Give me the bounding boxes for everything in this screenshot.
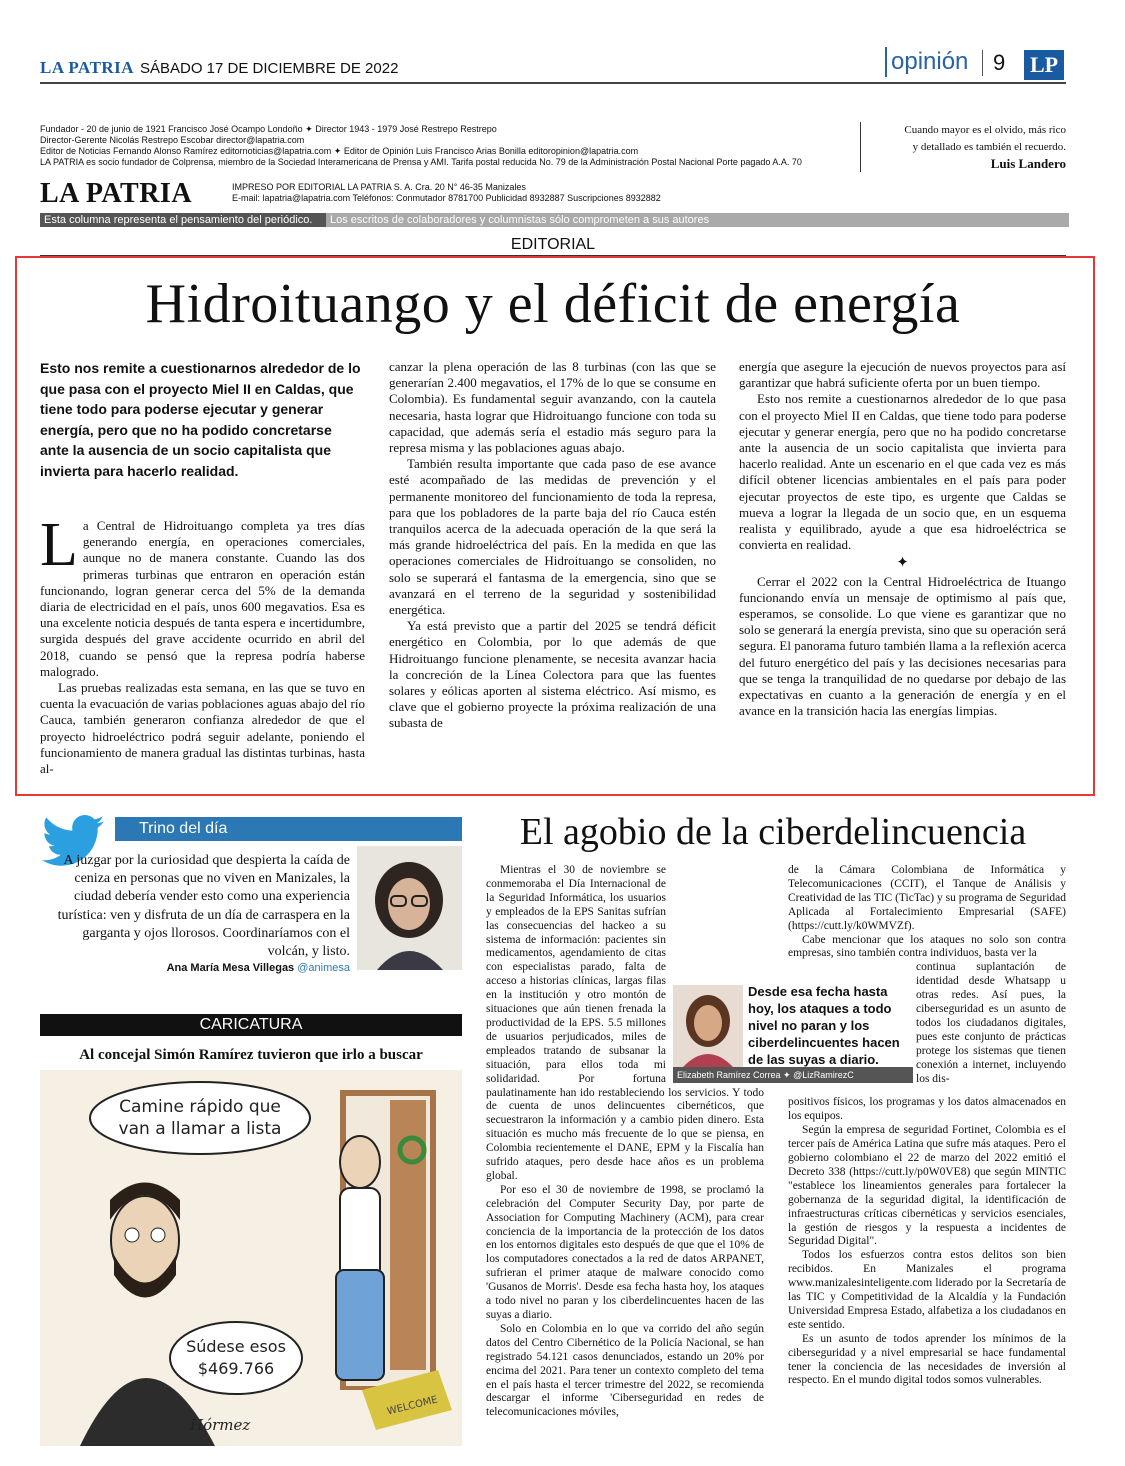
masthead-logo: LA PATRIA xyxy=(40,178,193,209)
bubble-1-line-2: van a llamar a lista xyxy=(118,1119,282,1139)
editorial-column-1 xyxy=(40,518,365,794)
bubble-1-line-1: Camine rápido que xyxy=(119,1097,281,1117)
lp-logo: LP xyxy=(1024,50,1064,80)
editorial-paragraph: a Central de Hidroituango completa ya tres días generando energía, en operaciones comerciales, aunque no de manera constante. Cuando las dos primeras turbinas que entraron en operación están funcionando, logran generar cerca del 5% de la demanda diaria de electricidad en el país, unos 600 megavatios. Esa es una excelente noticia después de tanta espera e incertidumbre, surgida después del grave accidente ocurrido en abril del 2018, cuando se pensó que la represa podría haberse malogrado. xyxy=(40,518,365,679)
editorial-paragraph: También resulta importante que cada paso de ese avance esté acompañado de las medidas de prevención y el permanente monitoreo del funcionamiento de toda la represa, para que los pobladores de la parte baja del río Cauca estén tranquilos acerca de la adecuada operación de la que será la más grande hidroeléctrica del país. En la medida en que las operaciones comerciales de Hidroituango se consoliden, no solo se superará el fantasma de la emergencia, sino que se avanzará en el terreno de la seguridad y sostenibilidad energética. xyxy=(389,456,716,618)
cartoonist-signature: Hórmez xyxy=(190,1416,251,1434)
editorial-paragraph: energía que asegure la ejecución de nuevos proyectos para así garantizar que habrá suficiente oferta por un buen tiempo. xyxy=(739,359,1066,391)
tweet-text: A juzgar por la curiosidad que despierta la caída de ceniza en personas que no viven en Manizales, la ciudad debería vender esto como una experiencia turística: ven y disfruta de un día de carraspera en la garganta y ojos llorosos. Coordinaríamos con el volcán, y listo. xyxy=(57,853,350,960)
separator-icon: ✦ xyxy=(896,555,909,572)
column-paragraph: Mientras el 30 de noviembre se conmemoraba el Día Internacional de la Seguridad Informática, los usuarios y empleados de la EPS Sanitas sufrían las consecuencias del hackeo a su sistema de información: pacientes sin medicamentos, agendamiento de citas con especialistas parado, falta de acceso a historias clínicas, largas filas en la institución y otro montón de situaciones que aún tienen frenada la productividad de la EPS. 5.5 millones de usuarios perjudicados, miles de empleados tratando de subsanar la situación, para ellos toda mi solidaridad. Por fortuna paulatinamente han ido restableciendo los servicios. Y todo de cuenta de unos delincuentes cibernéticos, que secuestraron la información y a cambio piden dinero. Esta situación es mucho más frecuente de lo que se piensa, en Colombia recientemente el DANE, EPM y la Fiscalía han sufrido ataques, pero desde hace años es un problema global. xyxy=(486,864,764,1182)
issue-date: SÁBADO 17 DE DICIEMBRE DE 2022 xyxy=(140,60,399,77)
column-2-text xyxy=(788,864,1066,1444)
disclaimer-right: Los escritos de colaboradores y columnistas sólo comprometen a sus autores xyxy=(326,213,1069,227)
editorial-column-3 xyxy=(739,359,1066,795)
tweet-author xyxy=(40,962,350,974)
editorial-paragraph: Las pruebas realizadas esta semana, en las que se tuvo en cuenta la evacuación de varias poblaciones aguas abajo del río Cauca, también generaron confianza alrededor de que el proyecto hidroeléctrico podrá seguir adelante, poniendo el funcionamiento de manera gradual las distintas turbinas, hasta al- xyxy=(40,680,365,777)
column-title: El agobio de la ciberdelincuencia xyxy=(519,811,1027,853)
printed-line-2: E-mail: lapatria@lapatria.com Teléfonos: Conmutador 8781700 Publicidad 8932887 Suscripciones 8932882 xyxy=(232,193,661,203)
column-paragraph: Es un asunto de todos aprender los mínimos de la ciberseguridad y a nivel empresarial se hace fundamental tener la conciencia de las necesidades de inversión al respecto. En el mundo digital todos somos vulnerables. xyxy=(788,1332,1066,1387)
editorial-paragraph: Cerrar el 2022 con la Central Hidroeléctrica de Ituango funcionando envía un mensaje de optimismo al país que, esperamos, se consolide. Lo que viene es garantizar que no solo se generará la energía prevista, sino que su operación será segura. El panorama futuro también llama a la reflexión acerca del futuro energético del país y las decisiones necesarias para que se tenga la tranquilidad de no quedarse por debajo de las expectativas en cuanto a la generación de energía y en el avance en la transición hacia las energías limpias. xyxy=(739,573,1066,719)
column-paragraph: continua suplantación de identidad desde Whatsapp u otras redes. Así pues, la ciberseguridad es un asunto de todos los ciudadanos digitales, pues este conjunto de prácticas protege los sistemas que tienen conexión a internet, incluyendo los dis- xyxy=(916,961,1066,1085)
column-paragraph: Todos los esfuerzos contra estos delitos son bien recibidos. En Manizales el programa www.manizalesinteligente.com liderado por la Secretaría de las TIC y Competitividad de la Alcaldía y la Fundación Universidad Empresa Estado, alfabetiza a los ciudadanos en este sentido. xyxy=(788,1249,1066,1331)
editorial-label: EDITORIAL xyxy=(40,236,1066,256)
column-paragraph: positivos físicos, los programas y los datos almacenados en los equipos. xyxy=(788,1096,1066,1123)
quote-box xyxy=(860,122,1066,172)
bubble-2-line-1: Súdese esos xyxy=(186,1337,286,1356)
masthead-founders: Fundador - 20 de junio de 1921 Francisco José Ocampo Londoño ✦ Director 1943 - 1979 José Restrepo Restrepo xyxy=(40,124,497,134)
editorial-paragraph: Esto nos remite a cuestionarnos alrededor de lo que pasa con el proyecto Miel II en Caldas, que tiene todo para poderse ejecutar y generar energía, pero que no ha podido concretarse ante la ausencia de un socio capitalista que invierta para hacerlo realidad. Ante un escenario en el que cada vez es más difícil obtener licencias ambientales en el país para poder ejecutar proyectos de este tipo, es urgente que Caldas se mueva a lograr la llegada de un socio que, en un esquema realista y equilibrado, ayude a que esa hidroeléctrica se convierta en realidad. xyxy=(739,391,1066,553)
tweet-author-name: Ana María Mesa Villegas xyxy=(166,962,295,974)
tweet-handle[interactable]: @animesa xyxy=(297,962,350,974)
tweet-section-label: Trino del día xyxy=(115,817,462,841)
drop-cap: L xyxy=(40,518,78,579)
top-rule xyxy=(40,82,1066,84)
brand-name: LA PATRIA xyxy=(40,58,135,77)
mat-text: WELCOME xyxy=(386,1394,439,1418)
page-number: 9 xyxy=(982,50,1005,76)
bubble-2-line-2: $469.766 xyxy=(197,1359,275,1378)
quote-line-2: y detallado es también el recuerdo. xyxy=(912,141,1066,153)
column-paragraph: Según la empresa de seguridad Fortinet, Colombia es el tercer país de América Latina que sufre más ataques. Pero el gobierno colombiano el 22 de marzo del 2022 emitió el Decreto 338 (https://cutt.ly/p0W0VE8) que según MINTIC "establece los lineamientos generales para fortalecer la gobernanza de la seguridad digital, la identificación de infraestructuras críticas cibernéticas y servicios esenciales, la gestión de riesgos y la respuesta a incidentes de Seguridad Digital". xyxy=(788,1124,1066,1248)
column-1-float xyxy=(666,864,764,1086)
column-paragraph: Cabe mencionar que los ataques no solo son contra empresas, sino también contra individuos, basta ver la xyxy=(788,933,1066,960)
masthead-director: Director-Gerente Nicolás Restrepo Escobar director@lapatria.com xyxy=(40,135,305,145)
cartoon-section-label: CARICATURA xyxy=(40,1014,462,1036)
disclaimer-left: Esta columna representa el pensamiento del periódico. xyxy=(40,213,326,227)
masthead-editors: Editor de Noticias Fernando Alonso Ramírez editornoticias@lapatria.com ✦ Editor de Opinión Luis Francisco Arias Bonilla editoropinion@lapatria.com xyxy=(40,146,639,156)
column-paragraph: Solo en Colombia en lo que va corrido del año según datos del Centro Cibernético de la Policía Nacional, se han registrado 54.121 casos denunciados, estando un 20% por encima del 2021. Para tener un contexto completo del tema en el país hasta el tercer trimestre del 2022, se recomienda descargar el informe 'Ciberseguridad en redes de telecomunicaciones móviles, xyxy=(486,1322,764,1419)
masthead-info: LA PATRIA es socio fundador de Colprensa, miembro de la Sociedad Interamericana de Prensa y AMI. Tarifa postal reducida No. 79 de la Administración Postal Nacional Porte pagado A.A. 70 xyxy=(40,157,802,167)
column-paragraph: Por eso el 30 de noviembre de 1998, se proclamó la celebración del Computer Security Day, por parte de Association for Computing Machinery (ACM), para crear conciencia de la importancia de la protección de los datos en los entornos digitales esto después de que que el 10% de los computadores conectados a la red de datos ARPANET, sufrieran el primer ataque de malware conocido como 'Gusanos de Morris'. Desde esa fecha hasta hoy, los ataques a todo nivel no paran y los ciberdelincuentes hacen de las suyas a diario. xyxy=(486,1183,764,1321)
columnist-name: Elizabeth Ramírez Correa ✦ @LizRamirezC xyxy=(673,1067,913,1083)
column-paragraph: de la Cámara Colombiana de Informática y Telecomunicaciones (CCIT), el Tanque de Análisis y Creatividad de las TIC (TicTac) y su programa de Seguridad Aplicada al Fortalecimiento Empresarial (SAFE) (https://cutt.ly/k0WMVZf). xyxy=(788,864,1066,932)
column-1-text xyxy=(486,864,764,1442)
quote-line-1: Cuando mayor es el olvido, más rico xyxy=(904,124,1066,136)
printed-by xyxy=(232,182,661,204)
column-2-float xyxy=(788,961,916,1096)
editorial-lead: Esto nos remite a cuestionarnos alrededor de lo que pasa con el proyecto Miel II en Caldas, que tiene todo para poderse ejecutar y generar energía, pero que no ha podido concretarse ante la ausencia de un socio capitalista que invierta para hacerlo realidad. xyxy=(40,360,361,479)
editorial-paragraph: Ya está previsto que a partir del 2025 se tendrá déficit energético en Colombia, por lo que además de que Hidroituango funcione plenamente, se necesita avanzar hacia la concreción de la Línea Colectora para que las fuentes solares y eólicas aporten al sistema eléctrico. Así mismo, es clave que el gobierno proyecte la próxima realización de una subasta de xyxy=(389,618,716,731)
author-photo xyxy=(357,846,462,970)
section-name: opinión xyxy=(885,47,968,77)
pull-quote: Desde esa fecha hasta hoy, los ataques a todo nivel no paran y los ciberdelincuentes hacen de las suyas a diario. xyxy=(748,984,900,1067)
cartoon-illustration xyxy=(40,1070,462,1446)
editorial-title: Hidroituango y el déficit de energía xyxy=(145,273,961,335)
cartoon-title: Al concejal Simón Ramírez tuvieron que irlo a buscar xyxy=(79,1047,423,1063)
quote-author: Luis Landero xyxy=(990,156,1066,171)
printed-line-1: IMPRESO POR EDITORIAL LA PATRIA S. A. Cra. 20 N° 46-35 Manizales xyxy=(232,182,526,192)
editorial-column-2 xyxy=(389,359,716,795)
editorial-paragraph: canzar la plena operación de las 8 turbinas (con las que se generarían 2.400 megavatios, el 17% de lo que se consume en Colombia). Es fundamental seguir avanzando, con la cautela necesaria, hasta lograr que Hidroituango funcione con toda su capacidad, que además sería el estadio más seguro para la represa misma y las poblaciones aguas abajo. xyxy=(389,359,716,456)
